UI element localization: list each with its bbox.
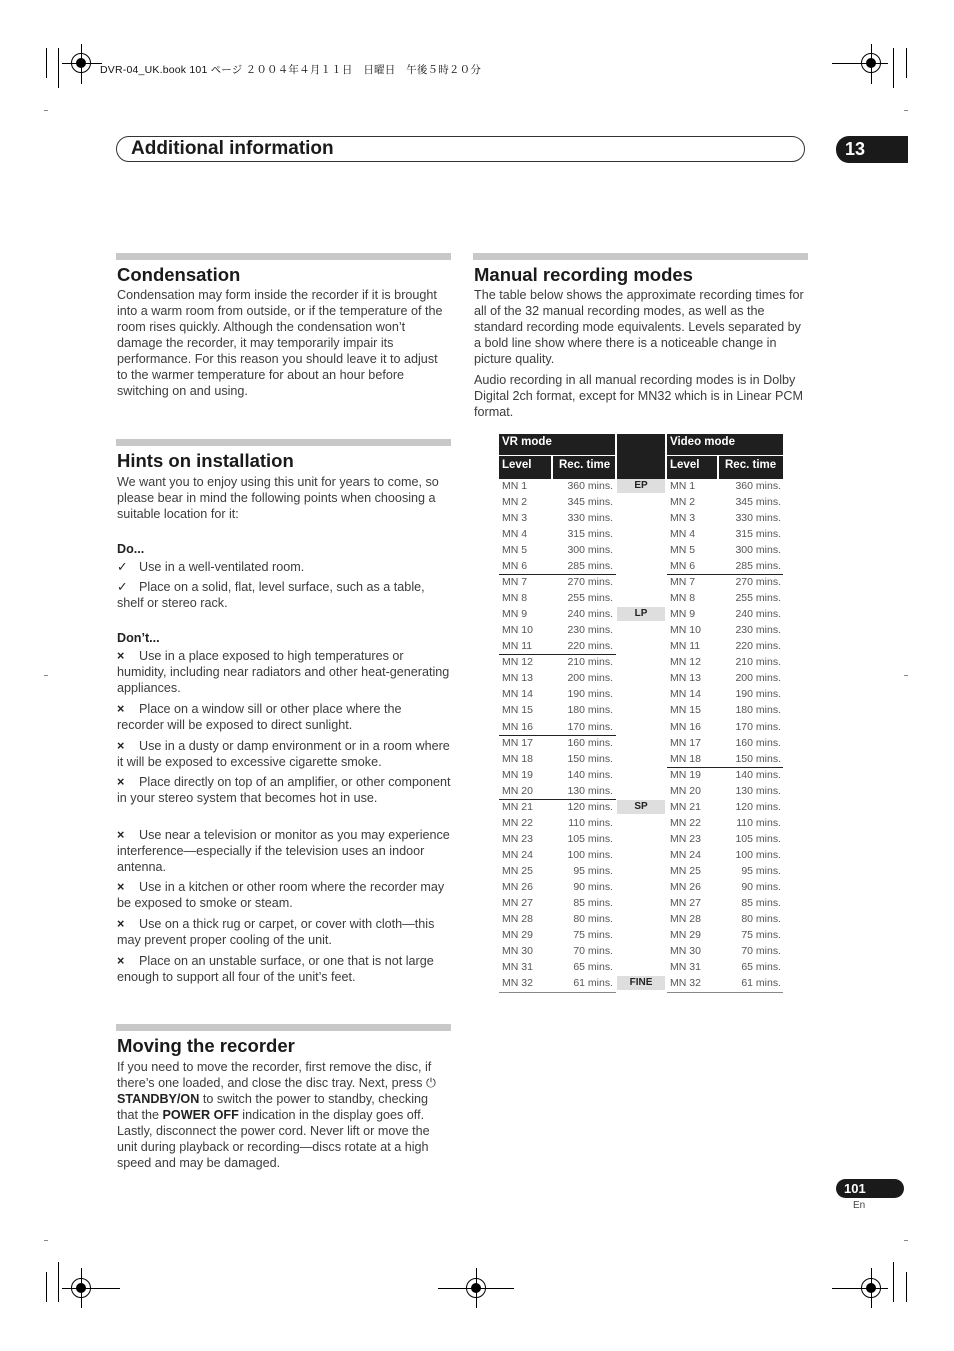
cross-icon: × (117, 775, 125, 789)
hints-title: Hints on installation (117, 450, 294, 471)
table-cell-video-time: 150 mins. (735, 752, 781, 765)
dont-heading: Don’t... (117, 631, 160, 645)
table-cell-video-time: 80 mins. (741, 912, 781, 925)
table-cell-vr-level: MN 8 (502, 592, 528, 605)
table-cell-vr-level: MN 32 (502, 976, 533, 989)
vr-level-header: Level (499, 456, 551, 479)
moving-body: If you need to move the recorder, first remove the disc, if there’s one loaded, and close the disc tray. Next, press ⏻ STANDBY/ON to switch the power to standby, checking that the POWER OFF indication in the display goes off. Lastly, disconnect the power cord. Never lift or move the unit during playback or recording—discs rotate at a high speed and may be damaged. (117, 1060, 436, 1170)
table-cell-vr-time: 360 mins. (567, 480, 613, 492)
dont-item: × Place directly on top of an amplifier, or other component in your stereo system that becomes hot in use. (117, 775, 451, 805)
vr-rec-time-header: Rec. time (553, 456, 615, 479)
table-cell-vr-level: MN 3 (502, 512, 528, 525)
table-cell-video-time: 360 mins. (735, 480, 781, 492)
mode-header-blank (617, 434, 665, 479)
table-cell-vr-time: 300 mins. (567, 544, 613, 557)
table-cell-vr-time: 120 mins. (567, 800, 613, 813)
table-cell-video-level: MN 20 (670, 784, 701, 797)
vr-mode-header: VR mode (499, 434, 615, 455)
table-cell-vr-level: MN 26 (502, 880, 533, 893)
table-cell-vr-level: MN 19 (502, 768, 533, 781)
table-cell-video-level: MN 21 (670, 800, 701, 813)
table-cell-video-time: 95 mins. (741, 864, 781, 877)
table-cell-vr-time: 240 mins. (567, 608, 613, 621)
table-bottom-rule (499, 992, 616, 993)
quality-divider-line (667, 574, 783, 575)
table-cell-video-level: MN 27 (670, 896, 701, 909)
hints-intro: We want you to enjoy using this unit for years to come, so please bear in mind the following points when choosing a suitable location for it: (117, 475, 439, 521)
table-cell-vr-time: 270 mins. (567, 576, 613, 589)
table-cell-video-time: 140 mins. (735, 768, 781, 781)
table-cell-vr-time: 90 mins. (573, 880, 613, 893)
cross-icon: × (117, 739, 125, 753)
table-cell-vr-level: MN 14 (502, 688, 533, 701)
table-cell-video-time: 110 mins. (736, 816, 781, 829)
table-cell-video-time: 90 mins. (741, 880, 781, 893)
table-cell-video-time: 160 mins. (735, 736, 781, 749)
table-cell-vr-level: MN 12 (502, 656, 533, 669)
table-cell-video-time: 170 mins. (735, 720, 781, 733)
table-cell-video-level: MN 28 (670, 912, 701, 925)
table-cell-vr-time: 140 mins. (567, 768, 613, 781)
table-cell-vr-time: 160 mins. (567, 736, 613, 749)
table-cell-vr-level: MN 9 (502, 608, 528, 621)
table-cell-vr-time: 200 mins. (567, 672, 613, 685)
table-cell-video-level: MN 6 (670, 560, 696, 573)
table-cell-vr-time: 170 mins. (567, 720, 613, 733)
table-cell-vr-level: MN 22 (502, 816, 533, 829)
quality-divider-line (499, 799, 616, 800)
table-cell-vr-time: 100 mins. (567, 848, 613, 861)
dont-item: × Use in a dusty or damp environment or in a room where it will be exposed to excessive cigarette smoke. (117, 739, 450, 769)
table-cell-video-level: MN 13 (670, 672, 701, 685)
chapter-banner (116, 136, 805, 162)
section-divider (116, 253, 451, 260)
table-cell-vr-level: MN 10 (502, 624, 533, 637)
table-cell-vr-level: MN 7 (502, 576, 528, 589)
table-cell-video-level: MN 26 (670, 880, 701, 893)
table-cell-video-level: MN 17 (670, 736, 701, 749)
quality-divider-line (499, 574, 616, 575)
quality-divider-line (499, 654, 616, 655)
table-cell-video-time: 120 mins. (735, 800, 781, 813)
dont-item: × Place on an unstable surface, or one that is not large enough to support all four of the unit’s feet. (117, 954, 434, 984)
table-cell-video-level: MN 23 (670, 832, 701, 845)
section-divider (473, 253, 808, 260)
table-cell-vr-time: 70 mins. (573, 944, 613, 957)
table-cell-vr-level: MN 31 (502, 960, 533, 973)
table-cell-vr-level: MN 29 (502, 928, 533, 941)
table-cell-video-level: MN 4 (670, 528, 696, 541)
table-cell-video-level: MN 18 (670, 752, 701, 765)
dont-item: × Use on a thick rug or carpet, or cover with cloth—this may prevent proper cooling of the unit. (117, 917, 435, 947)
table-cell-vr-level: MN 28 (502, 912, 533, 925)
table-cell-vr-time: 255 mins. (567, 592, 613, 605)
table-cell-vr-level: MN 2 (502, 496, 528, 508)
table-cell-vr-level: MN 17 (502, 736, 533, 749)
table-cell-vr-time: 315 mins. (567, 528, 613, 541)
table-cell-vr-time: 190 mins. (567, 688, 613, 701)
table-cell-video-time: 70 mins. (741, 944, 781, 957)
table-cell-video-level: MN 31 (670, 960, 701, 973)
condensation-body: Condensation may form inside the recorder if it is brought into a warm room from outside, or if the temperature of the room rises quickly. Although the condensation won’t damage the recorder, it may temporarily impair its performance. For this reason you should leave it to adjust to the warmer temperature for about an hour before switching on and using. (117, 288, 443, 398)
banner-title: Additional information (131, 138, 334, 159)
table-cell-video-level: MN 16 (670, 720, 701, 733)
table-cell-vr-level: MN 25 (502, 864, 533, 877)
manual-title: Manual recording modes (474, 264, 693, 285)
table-bottom-rule (667, 992, 783, 993)
table-cell-vr-level: MN 1 (502, 480, 528, 492)
table-cell-vr-time: 95 mins. (573, 864, 613, 877)
do-item: ✓ Place on a solid, flat, level surface, such as a table, shelf or stereo rack. (117, 580, 425, 610)
page-number: 101 (836, 1179, 904, 1198)
check-icon: ✓ (117, 580, 128, 594)
table-cell-video-level: MN 29 (670, 928, 701, 941)
video-level-header: Level (667, 456, 717, 479)
table-cell-vr-level: MN 20 (502, 784, 533, 797)
dont-item: × Use near a television or monitor as you may experience interference—especially if the television uses an indoor antenna. (117, 828, 450, 874)
table-cell-vr-level: MN 6 (502, 560, 528, 573)
manual-body-2: Audio recording in all manual recording modes is in Dolby Digital 2ch format, except for MN32 which is in Linear PCM format. (474, 373, 803, 419)
do-item: ✓ Use in a well-ventilated room. (117, 560, 305, 574)
table-cell-video-time: 200 mins. (735, 672, 781, 685)
mode-label: SP (617, 800, 665, 814)
do-heading: Do... (117, 542, 145, 556)
table-cell-vr-time: 230 mins. (567, 624, 613, 637)
table-cell-vr-level: MN 27 (502, 896, 533, 909)
chapter-number: 13 (836, 136, 908, 163)
moving-title: Moving the recorder (117, 1035, 295, 1056)
table-cell-video-time: 105 mins. (735, 832, 781, 845)
table-cell-vr-level: MN 23 (502, 832, 533, 845)
table-cell-video-time: 220 mins. (735, 640, 781, 653)
table-cell-vr-level: MN 24 (502, 848, 533, 861)
dont-item: × Use in a place exposed to high temperatures or humidity, including near radiators and other heat-generating appliances. (117, 649, 450, 695)
table-cell-video-time: 330 mins. (735, 512, 781, 525)
table-cell-vr-level: MN 4 (502, 528, 528, 541)
video-mode-header: Video mode (667, 434, 783, 455)
table-cell-video-level: MN 1 (670, 480, 696, 492)
table-cell-video-level: MN 22 (670, 816, 701, 829)
table-cell-video-level: MN 12 (670, 656, 701, 669)
cross-icon: × (117, 702, 125, 716)
table-cell-video-level: MN 10 (670, 624, 701, 637)
table-cell-video-level: MN 15 (670, 704, 701, 717)
table-cell-vr-time: 75 mins. (573, 928, 613, 941)
table-cell-video-time: 180 mins. (735, 704, 781, 717)
table-cell-video-level: MN 24 (670, 848, 701, 861)
table-cell-vr-level: MN 15 (502, 704, 533, 717)
table-cell-vr-level: MN 30 (502, 944, 533, 957)
table-cell-vr-time: 85 mins. (573, 896, 613, 909)
table-cell-vr-time: 80 mins. (573, 912, 613, 925)
table-cell-vr-time: 285 mins. (567, 560, 613, 573)
table-cell-vr-level: MN 21 (502, 800, 533, 813)
table-cell-video-level: MN 32 (670, 976, 701, 989)
table-cell-video-time: 85 mins. (741, 896, 781, 909)
table-cell-video-time: 345 mins. (735, 496, 781, 508)
check-icon: ✓ (117, 560, 128, 574)
table-cell-vr-time: 130 mins. (567, 784, 613, 797)
table-cell-video-time: 270 mins. (735, 576, 781, 589)
table-cell-video-time: 300 mins. (735, 544, 781, 557)
table-cell-vr-time: 180 mins. (567, 704, 613, 717)
condensation-title: Condensation (117, 264, 241, 285)
mode-label: FINE (617, 976, 665, 990)
table-cell-vr-time: 61 mins. (573, 976, 613, 989)
table-cell-vr-time: 330 mins. (567, 512, 613, 525)
table-cell-vr-time: 210 mins. (567, 656, 613, 669)
print-header: DVR-04_UK.book 101 ページ ２００４年４月１１日 日曜日 午後５時２０分 (100, 64, 482, 76)
table-cell-video-level: MN 11 (670, 640, 701, 653)
manual-body-1: The table below shows the approximate recording times for all of the 32 manual recording modes, as well as the standard recording mode equivalents. Levels separated by a bold line show where there is a noticeable change in picture quality. (474, 288, 804, 366)
cross-icon: × (117, 828, 125, 842)
table-cell-video-time: 75 mins. (741, 928, 781, 941)
mode-label: EP (617, 479, 665, 493)
quality-divider-line (667, 767, 783, 768)
section-divider (116, 1024, 451, 1031)
table-cell-video-time: 285 mins. (735, 560, 781, 573)
table-cell-vr-level: MN 13 (502, 672, 533, 685)
quality-divider-line (499, 735, 616, 736)
table-cell-vr-level: MN 16 (502, 720, 533, 733)
table-cell-video-time: 240 mins. (735, 608, 781, 621)
section-divider (116, 439, 451, 446)
table-cell-video-level: MN 3 (670, 512, 696, 525)
table-cell-vr-time: 110 mins. (568, 816, 613, 829)
table-cell-video-level: MN 7 (670, 576, 696, 589)
table-cell-video-time: 190 mins. (735, 688, 781, 701)
table-cell-video-time: 255 mins. (735, 592, 781, 605)
language-code: En (853, 1200, 866, 1211)
table-cell-vr-time: 345 mins. (567, 496, 613, 508)
power-icon: ⏻ (425, 1076, 436, 1090)
table-cell-video-level: MN 2 (670, 496, 696, 508)
table-cell-vr-time: 150 mins. (567, 752, 613, 765)
table-cell-video-level: MN 19 (670, 768, 701, 781)
table-cell-video-time: 61 mins. (741, 976, 781, 989)
table-cell-video-level: MN 30 (670, 944, 701, 957)
table-cell-video-time: 65 mins. (741, 960, 781, 973)
table-cell-vr-level: MN 5 (502, 544, 528, 557)
table-cell-vr-time: 220 mins. (567, 640, 613, 653)
table-cell-video-time: 230 mins. (735, 624, 781, 637)
table-cell-video-time: 315 mins. (735, 528, 781, 541)
table-cell-vr-level: MN 11 (502, 640, 533, 653)
cross-icon: × (117, 649, 125, 663)
table-cell-video-time: 210 mins. (735, 656, 781, 669)
cross-icon: × (117, 917, 125, 931)
cross-icon: × (117, 954, 125, 968)
table-cell-video-level: MN 5 (670, 544, 696, 557)
table-cell-video-level: MN 9 (670, 608, 696, 621)
table-cell-vr-time: 65 mins. (573, 960, 613, 973)
table-cell-video-level: MN 25 (670, 864, 701, 877)
dont-item: × Use in a kitchen or other room where the recorder may be exposed to smoke or steam. (117, 880, 445, 910)
table-cell-video-level: MN 14 (670, 688, 701, 701)
table-cell-video-level: MN 8 (670, 592, 696, 605)
video-rec-time-header: Rec. time (719, 456, 783, 479)
mode-label: LP (617, 607, 665, 621)
cross-icon: × (117, 880, 125, 894)
table-cell-vr-level: MN 18 (502, 752, 533, 765)
table-cell-video-time: 100 mins. (735, 848, 781, 861)
table-cell-video-time: 130 mins. (735, 784, 781, 797)
dont-item: × Place on a window sill or other place where the recorder will be exposed to direct sunlight. (117, 702, 402, 732)
table-cell-vr-time: 105 mins. (567, 832, 613, 845)
